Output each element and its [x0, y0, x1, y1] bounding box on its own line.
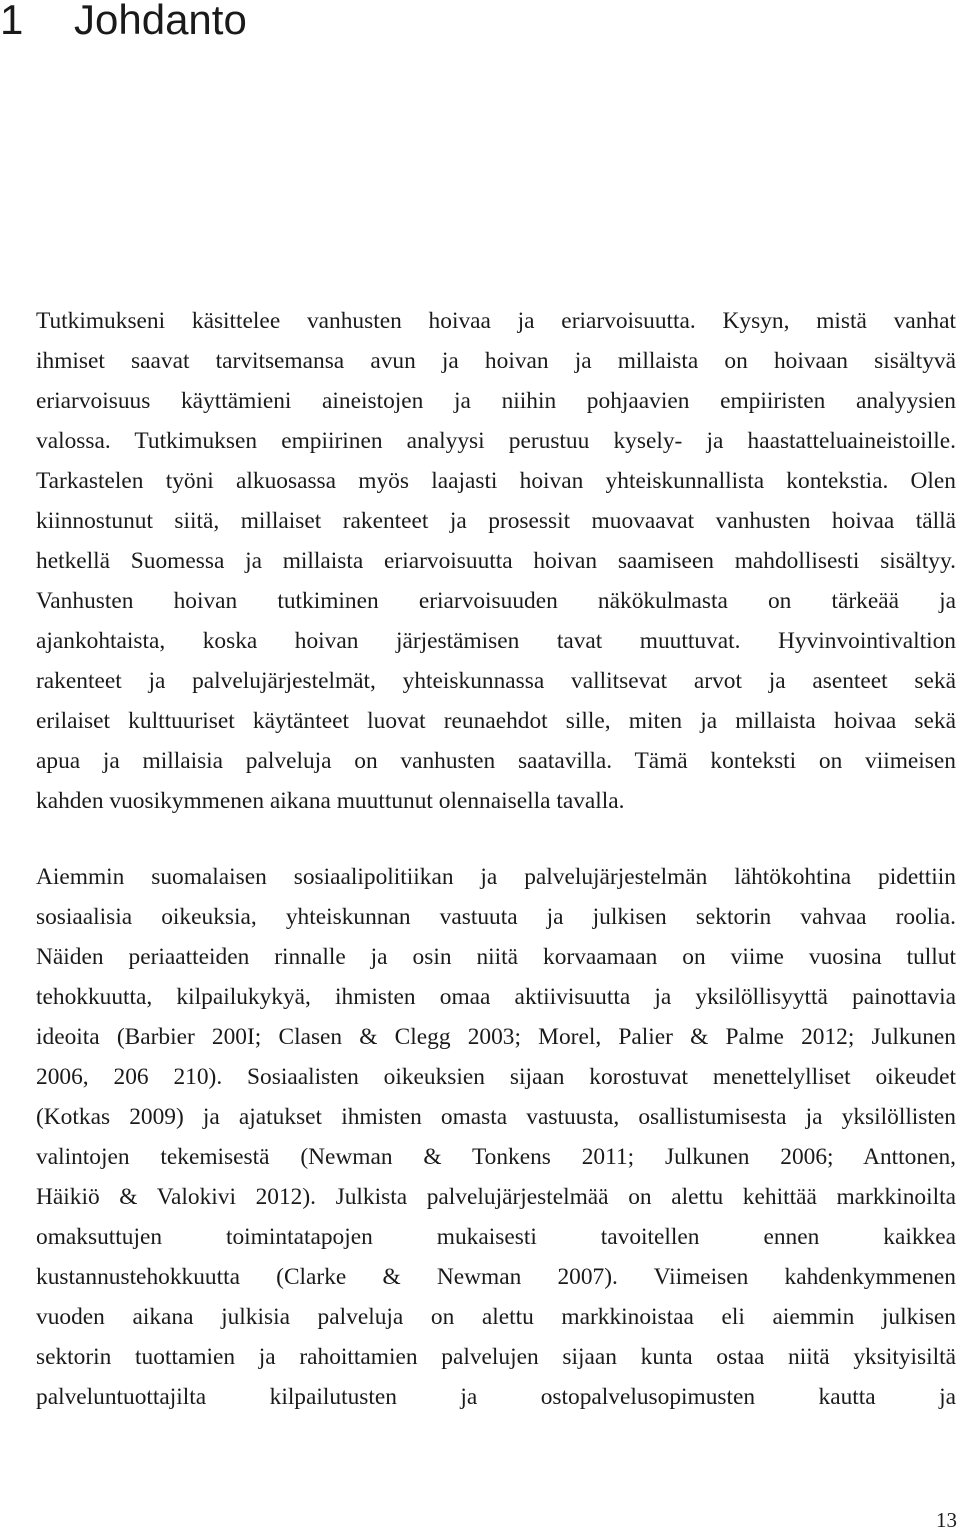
text-line: hetkellä Suomessa ja millaista eriarvoisuutta hoivan saamiseen mahdollisesti sisältyy.	[36, 548, 956, 574]
text-line: eriarvoisuus käyttämieni aineistojen ja niihin pohjaavien empiiristen analyysien	[36, 388, 956, 414]
text-line: Aiemmin suomalaisen sosiaalipolitiikan ja palvelujärjestelmän lähtökohtina pidettiin	[36, 864, 956, 890]
paragraph-1	[36, 301, 956, 821]
text-line: Tarkastelen työni alkuosassa myös laajasti hoivan yhteiskunnallista kontekstia. Olen	[36, 468, 956, 494]
text-line: apua ja millaisia palveluja on vanhusten saatavilla. Tämä konteksti on viimeisen	[36, 748, 956, 774]
text-line: 2006, 206 210). Sosiaalisten oikeuksien sijaan korostuvat menettelylliset oikeudet	[36, 1064, 956, 1090]
chapter-heading	[0, 0, 247, 46]
text-line: omaksuttujen toimintatapojen mukaisesti tavoitellen ennen kaikkea	[36, 1224, 956, 1250]
chapter-number: 1	[0, 0, 24, 43]
text-line: Näiden periaatteiden rinnalle ja osin niitä korvaamaan on viime vuosina tullut	[36, 944, 956, 970]
text-line: kustannustehokkuutta (Clarke & Newman 2007). Viimeisen kahdenkymmenen	[36, 1264, 956, 1290]
text-line: kiinnostunut siitä, millaiset rakenteet ja prosessit muovaavat vanhusten hoivaa tällä	[36, 508, 956, 534]
text-line: ajankohtaista, koska hoivan järjestämisen tavat muuttuvat. Hyvinvointivaltion	[36, 628, 956, 654]
text-line: vuoden aikana julkisia palveluja on alettu markkinoistaa eli aiemmin julkisen	[36, 1304, 956, 1330]
text-line: (Kotkas 2009) ja ajatukset ihmisten omasta vastuusta, osallistumisesta ja yksilöllisten	[36, 1104, 956, 1130]
text-line: Tutkimukseni käsittelee vanhusten hoivaa ja eriarvoisuutta. Kysyn, mistä vanhat	[36, 308, 956, 334]
text-line: Vanhusten hoivan tutkiminen eriarvoisuuden näkökulmasta on tärkeää ja	[36, 588, 956, 614]
text-line: erilaiset kulttuuriset käytänteet luovat reunaehdot sille, miten ja millaista hoivaa sekä	[36, 708, 956, 734]
chapter-title: Johdanto	[74, 0, 247, 43]
text-line: rakenteet ja palvelujärjestelmät, yhteiskunnassa vallitsevat arvot ja asenteet sekä	[36, 668, 956, 694]
text-line: valintojen tekemisestä (Newman & Tonkens 2011; Julkunen 2006; Anttonen,	[36, 1144, 956, 1170]
page-number: 13	[936, 1508, 957, 1532]
text-line: sektorin tuottamien ja rahoittamien palvelujen sijaan kunta ostaa niitä yksityisiltä	[36, 1344, 956, 1370]
text-line: Häikiö & Valokivi 2012). Julkista palvelujärjestelmää on alettu kehittää markkinoilta	[36, 1184, 956, 1210]
text-line: ihmiset saavat tarvitsemansa avun ja hoivan ja millaista on hoivaan sisältyvä	[36, 348, 956, 374]
text-line: valossa. Tutkimuksen empiirinen analyysi perustuu kysely- ja haastatteluaineistoille.	[36, 428, 956, 454]
text-line: ideoita (Barbier 200I; Clasen & Clegg 2003; Morel, Palier & Palme 2012; Julkunen	[36, 1024, 956, 1050]
text-line: palveluntuottajilta kilpailutusten ja ostopalvelusopimusten kautta ja	[36, 1384, 956, 1410]
text-line: kahden vuosikymmenen aikana muuttunut olennaisella tavalla.	[36, 788, 625, 814]
paragraph-2	[36, 857, 956, 1417]
text-line: tehokkuutta, kilpailukykyä, ihmisten omaa aktiivisuutta ja yksilöllisyyttä painottavia	[36, 984, 956, 1010]
text-line: sosiaalisia oikeuksia, yhteiskunnan vastuuta ja julkisen sektorin vahvaa roolia.	[36, 904, 956, 930]
